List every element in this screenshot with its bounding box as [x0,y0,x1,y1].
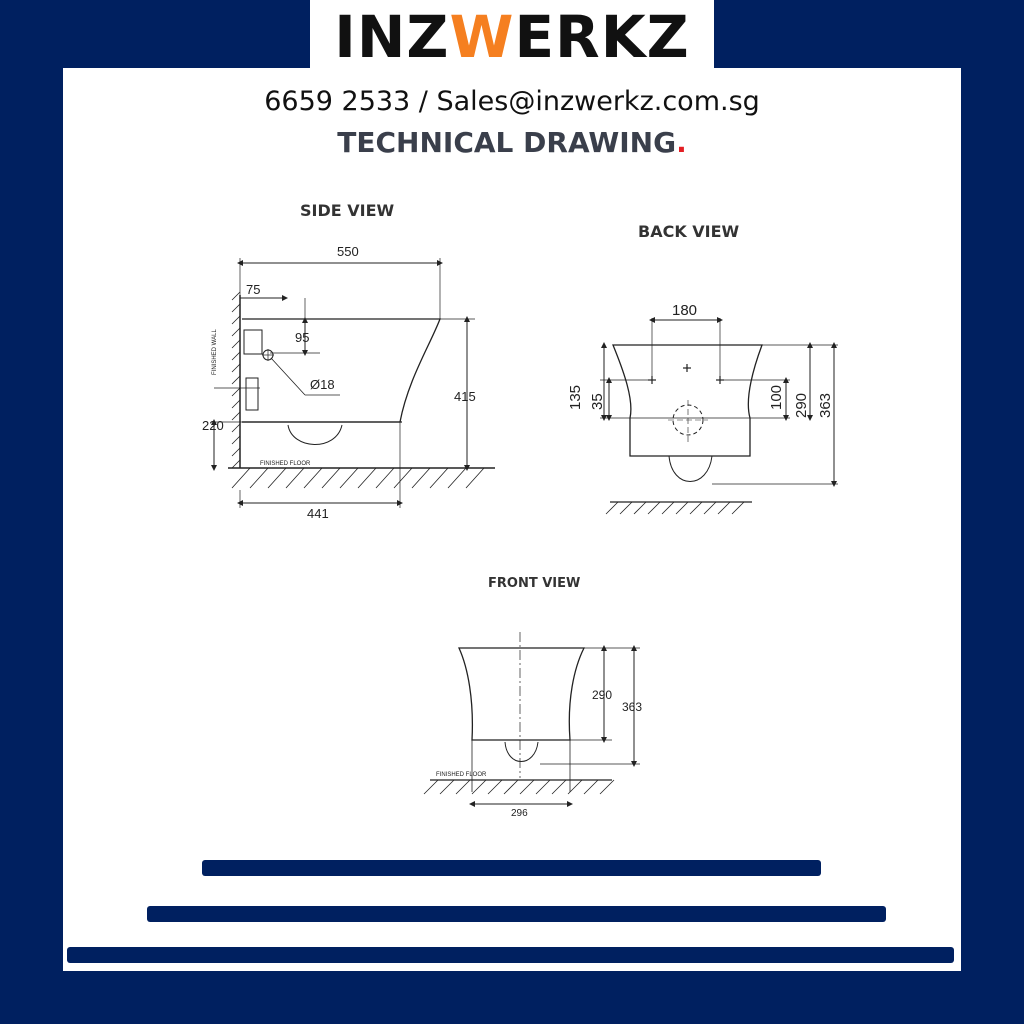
back-dim-bolt-spacing: 180 [672,302,698,319]
logo-text-suffix: ERKZ [514,3,690,71]
back-view-title: BACK VIEW [638,222,740,241]
side-floor-hatch [232,468,484,488]
heading-text: TECHNICAL DRAWING [337,126,677,159]
side-flush-fitting [244,330,262,354]
side-dim-length: 550 [337,244,359,259]
side-dim-offset: 75 [246,282,261,297]
front-dim-363: 363 [622,700,643,714]
front-toilet-body [459,648,584,740]
side-dim-pipe-dia: Ø18 [310,377,335,392]
heading-dot: . [676,126,687,159]
logo-text-accent: W [449,3,515,71]
decorative-bar-1 [202,860,821,876]
back-bolt-marks [648,364,724,384]
back-dim-135: 135 [567,384,584,410]
side-mount-bracket [246,378,258,410]
side-dim-pipe-height: 95 [295,330,310,345]
back-floor-hatch [606,502,744,514]
decorative-bar-2 [147,906,886,922]
front-view-title: FRONT VIEW [488,576,581,591]
side-wall-label: FINISHED WALL [212,329,218,375]
back-toilet-trap [669,456,712,482]
back-dim-35: 35 [589,393,606,410]
front-floor-label: FINISHED FLOOR [436,772,487,778]
side-wall-hatch [232,292,240,468]
back-dim-290: 290 [793,392,810,418]
side-dim-base: 441 [307,506,329,521]
contact-line: 6659 2533 / Sales@inzwerkz.com.sg [264,86,760,117]
front-dim-width: 296 [511,808,528,819]
front-toilet-trap [505,742,538,762]
back-dim-363: 363 [817,392,834,418]
front-view-drawing [424,632,643,804]
back-dim-100: 100 [768,384,785,410]
side-dim-bolt-height: 220 [202,418,224,433]
side-toilet-body [242,319,440,422]
side-toilet-trap [288,425,342,445]
back-toilet-body [613,345,762,456]
side-view-title: SIDE VIEW [300,201,395,220]
decorative-bar-3 [67,947,954,963]
side-floor-label: FINISHED FLOOR [260,461,311,467]
logo-text-prefix: INZ [334,3,450,71]
side-dim-height: 415 [454,389,476,404]
front-floor-hatch [424,780,614,794]
front-dim-290: 290 [592,688,613,702]
